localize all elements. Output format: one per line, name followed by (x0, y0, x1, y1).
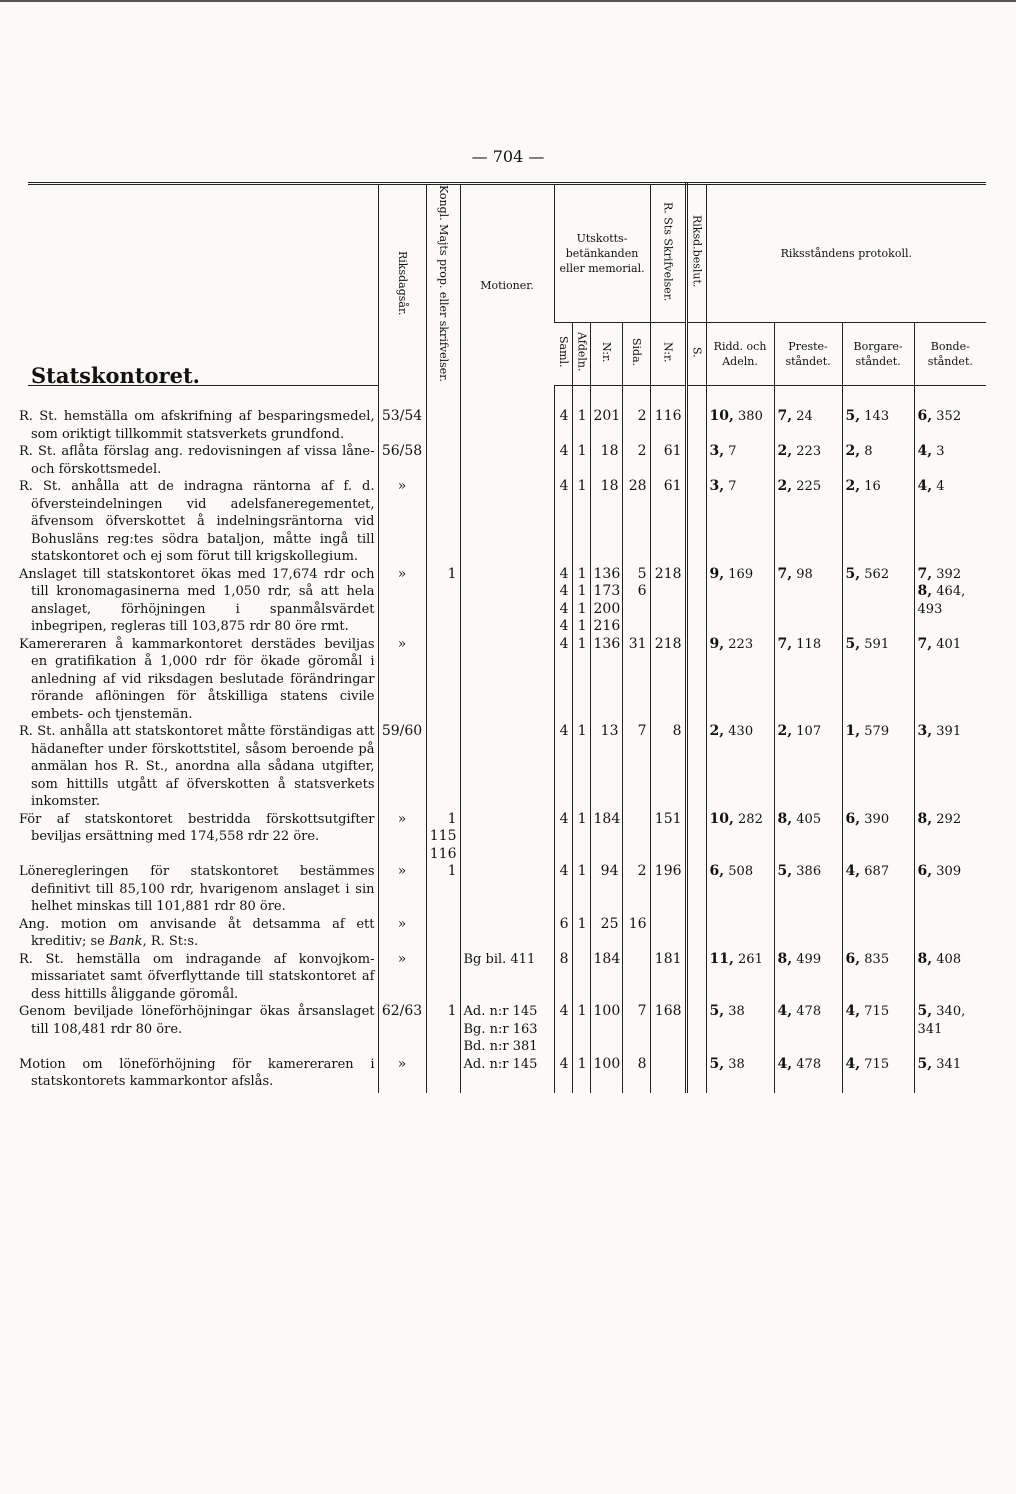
entry-motion (460, 723, 554, 811)
entry-nr: 18 (590, 478, 622, 566)
header-beslut-s: S. (686, 323, 706, 386)
entry-bonde: 8, 408 (914, 951, 986, 1004)
entry-saml: 4 (554, 723, 572, 811)
entry-skrifvelse (650, 1056, 686, 1093)
entry-prop (426, 386, 460, 444)
entry-borgare: 2, 16 (842, 478, 914, 566)
entry-saml: 6 (554, 916, 572, 951)
entry-year: » (378, 636, 426, 724)
entry-prop (426, 1056, 460, 1093)
entry-sida: 16 (622, 916, 650, 951)
entry-borgare (842, 916, 914, 951)
entry-year: 56/58 (378, 443, 426, 478)
entry-beslut-s (686, 636, 706, 724)
entry-motion (460, 566, 554, 636)
entry-year: » (378, 863, 426, 916)
entry-text: R. St. anhålla att de indragna räntorna af f. d. öfversteindelningen vid adelsfaneregementet, äfvensom öfverskottet å indelningsräntorna vid Bohusläns reg:tes södra bataljon, måtte ingå till statskontoret och ej som förut till krigskollegium. (19, 479, 375, 565)
entry-year: » (378, 811, 426, 864)
entry-borgare: 6, 390 (842, 811, 914, 864)
entry-text: R. St. anhålla att statskontoret måtte förständigas att hädanefter under förskottstitel, såsom beroende på anmälan hos R. St., anordna alla sådana utgifter, som hittills utgått af öfverskotten å statsverkets inkomster. (19, 724, 375, 810)
entry-saml: 4 4 4 4 (554, 566, 572, 636)
entry-skrifvelse: 8 (650, 723, 686, 811)
entry-sida (622, 951, 650, 1004)
entry-text: R. St. hemställa om afskrifning af besparingsmedel, som oriktigt tillkommit statsverkets grundfond. (19, 409, 375, 442)
entry-saml: 4 (554, 1003, 572, 1056)
entry-beslut-s (686, 951, 706, 1004)
entry-saml: 4 (554, 1056, 572, 1093)
header-sida: Sida. (622, 323, 650, 386)
entry-text: Löneregleringen för statskontoret bestämmes definitivt till 85,100 rdr, hvarigenom anslaget i sin helhet minskas till 101,881 rdr 80 öre. (19, 864, 375, 915)
entry-afdeln: 1 (572, 863, 590, 916)
entry-ridd (706, 916, 774, 951)
entry-preste: 4, 478 (774, 1003, 842, 1056)
entry-ridd: 10, 282 (706, 811, 774, 864)
entry-prop (426, 723, 460, 811)
entry-afdeln: 1 (572, 636, 590, 724)
entry-motion (460, 478, 554, 566)
entry-nr: 94 (590, 863, 622, 916)
entry-saml: 4 (554, 863, 572, 916)
entry-motion: Bg bil. 411 (460, 951, 554, 1004)
entry-bonde: 6, 309 (914, 863, 986, 916)
entry-afdeln: 1 (572, 443, 590, 478)
entry-bonde: 7, 401 (914, 636, 986, 724)
entry-nr: 184 (590, 951, 622, 1004)
entry-ridd: 3, 7 (706, 478, 774, 566)
entry-saml: 4 (554, 443, 572, 478)
entry-beslut-s (686, 386, 706, 444)
entry-nr: 100 (590, 1056, 622, 1093)
entry-text: Genom beviljade löneförhöjningar ökas årsanslaget till 108,481 rdr 80 öre. (19, 1004, 375, 1037)
header-bonde: Bonde- ståndet. (914, 323, 986, 386)
entry-motion: Ad. n:r 145 (460, 1056, 554, 1093)
entry-beslut-s (686, 1056, 706, 1093)
table-row (28, 1003, 986, 1056)
table-row (28, 443, 986, 478)
entry-bonde: 6, 352 (914, 386, 986, 444)
header-rsts-nr: N:r. (650, 323, 686, 386)
entry-borgare: 1, 579 (842, 723, 914, 811)
table-row (28, 386, 986, 444)
entry-preste: 2, 225 (774, 478, 842, 566)
entry-text: Kamereraren å kammarkontoret derstädes beviljas en gratifikation å 1,000 rdr för ökade göromål i anledning af vid riksdagen beslutade förändringar rörande aflöningen för åtskilliga statens civile embets- och tjenstemän. (19, 636, 375, 722)
table-row (28, 863, 986, 916)
entry-prop: 1 (426, 1003, 460, 1056)
entry-preste: 8, 405 (774, 811, 842, 864)
header-preste: Preste- ståndet. (774, 323, 842, 386)
entry-saml: 4 (554, 636, 572, 724)
entry-bonde: 3, 391 (914, 723, 986, 811)
entry-prop (426, 916, 460, 951)
entry-year: » (378, 478, 426, 566)
entry-afdeln: 1 (572, 1003, 590, 1056)
entry-bonde: 4, 3 (914, 443, 986, 478)
entry-preste: 7, 118 (774, 636, 842, 724)
table-row (28, 566, 986, 636)
entry-saml: 4 (554, 811, 572, 864)
entry-skrifvelse: 218 (650, 636, 686, 724)
header-utskotts: Utskotts- betänkanden eller memorial. (554, 184, 650, 323)
entry-nr: 201 (590, 386, 622, 444)
entry-text: Motion om löneförhöjning för kamereraren i statskontorets kammarkontor afslås. (19, 1056, 375, 1090)
entry-nr: 136 (590, 636, 622, 724)
entry-ridd: 6, 508 (706, 863, 774, 916)
entry-sida: 2 (622, 386, 650, 444)
entry-borgare: 5, 562 (842, 566, 914, 636)
table-row (28, 1056, 986, 1093)
entry-ridd: 10, 380 (706, 386, 774, 444)
table-row (28, 636, 986, 724)
entry-motion (460, 916, 554, 951)
header-ridd: Ridd. och Adeln. (706, 323, 774, 386)
entry-text: R. St. aflåta förslag ang. redovisningen af vissa låne- och förskottsmedel. (19, 444, 375, 477)
header-rsts-skrifvelser: R. Sts Skrifvelser. (650, 184, 686, 323)
entry-ridd: 5, 38 (706, 1003, 774, 1056)
entry-beslut-s (686, 811, 706, 864)
entry-nr: 25 (590, 916, 622, 951)
header-borgare: Borgare- ståndet. (842, 323, 914, 386)
entry-sida: 5 6 (622, 566, 650, 636)
entry-bonde: 7, 392 8, 464, 493 (914, 566, 986, 636)
entry-prop (426, 951, 460, 1004)
entry-sida: 28 (622, 478, 650, 566)
entry-motion: Ad. n:r 145 Bg. n:r 163 Bd. n:r 381 (460, 1003, 554, 1056)
entry-ridd: 2, 430 (706, 723, 774, 811)
entry-borgare: 2, 8 (842, 443, 914, 478)
table-row (28, 723, 986, 811)
entry-preste: 2, 107 (774, 723, 842, 811)
entry-text: Anslaget till statskontoret ökas med 17,674 rdr och till kronomagasinerna med 1,050 rdr, så att hela anslaget, förhöjningen i spanmålsvärdet inbegripen, regleras till 103,875 rdr 80 öre rmt. (19, 566, 375, 635)
entry-nr: 13 (590, 723, 622, 811)
entry-borgare: 4, 687 (842, 863, 914, 916)
entry-beslut-s (686, 443, 706, 478)
section-title: Statskontoret. (28, 184, 378, 386)
entry-motion (460, 636, 554, 724)
header-saml: Saml. (554, 323, 572, 386)
entry-ridd: 11, 261 (706, 951, 774, 1004)
entry-afdeln: 1 (572, 386, 590, 444)
entry-bonde: 5, 340, 341 (914, 1003, 986, 1056)
entry-sida: 2 (622, 863, 650, 916)
entry-beslut-s (686, 566, 706, 636)
entry-prop: 1 115 116 (426, 811, 460, 864)
entry-sida: 8 (622, 1056, 650, 1093)
header-kongl-prop: Kongl. Majts prop. eller skrifvelser. (426, 184, 460, 386)
entry-skrifvelse: 181 (650, 951, 686, 1004)
entry-afdeln: 1 (572, 723, 590, 811)
entry-motion (460, 811, 554, 864)
entry-borgare: 5, 143 (842, 386, 914, 444)
entry-afdeln: 1 (572, 1056, 590, 1093)
entry-beslut-s (686, 916, 706, 951)
entry-skrifvelse: 218 (650, 566, 686, 636)
entry-afdeln: 1 1 1 1 (572, 566, 590, 636)
entry-skrifvelse: 116 (650, 386, 686, 444)
entry-prop: 1 (426, 566, 460, 636)
entry-skrifvelse (650, 916, 686, 951)
entry-beslut-s (686, 478, 706, 566)
entry-nr: 18 (590, 443, 622, 478)
entry-saml: 4 (554, 478, 572, 566)
entry-ridd: 9, 223 (706, 636, 774, 724)
header-riksdagsar: Riksdagsår. (378, 184, 426, 386)
entry-preste: 2, 223 (774, 443, 842, 478)
entry-text: Ang. motion om anvisande åt detsamma af ett kreditiv; se Bank, R. St:s. (19, 916, 375, 950)
entry-saml: 4 (554, 386, 572, 444)
header-protokoll: Riksståndens protokoll. (706, 184, 986, 323)
entry-bonde (914, 916, 986, 951)
entry-ridd: 5, 38 (706, 1056, 774, 1093)
entry-beslut-s (686, 1003, 706, 1056)
entry-text: R. St. hemställa om indragande af konvojkommissariatet samt öfverflyttande till statskontoret af dess hittills åliggande göromål. (19, 951, 375, 1002)
entry-preste: 4, 478 (774, 1056, 842, 1093)
entry-preste: 8, 499 (774, 951, 842, 1004)
table-row (28, 916, 986, 951)
entry-ridd: 3, 7 (706, 443, 774, 478)
entry-prop (426, 478, 460, 566)
header-nr: N:r. (590, 323, 622, 386)
entry-motion (460, 443, 554, 478)
entry-preste: 7, 24 (774, 386, 842, 444)
entry-borgare: 4, 715 (842, 1056, 914, 1093)
header-motioner: Motioner. (460, 184, 554, 386)
entry-borgare: 4, 715 (842, 1003, 914, 1056)
entry-skrifvelse: 151 (650, 811, 686, 864)
entry-preste (774, 916, 842, 951)
entry-prop (426, 443, 460, 478)
entry-skrifvelse: 196 (650, 863, 686, 916)
header-riksdbeslut: Riksd.beslut. (686, 184, 706, 323)
entry-sida (622, 811, 650, 864)
entry-text: För af statskontoret bestridda förskottsutgifter beviljas ersättning med 174,558 rdr 22 öre. (19, 811, 375, 845)
header-afdeln: Afdeln. (572, 323, 590, 386)
table-row (28, 811, 986, 864)
entry-sida: 31 (622, 636, 650, 724)
entry-afdeln: 1 (572, 916, 590, 951)
entry-year: 59/60 (378, 723, 426, 811)
entry-afdeln (572, 951, 590, 1004)
entry-skrifvelse: 61 (650, 478, 686, 566)
register-table (19, 182, 986, 1093)
entry-afdeln: 1 (572, 811, 590, 864)
entry-preste: 5, 386 (774, 863, 842, 916)
entry-year: » (378, 951, 426, 1004)
entry-motion (460, 386, 554, 444)
top-rule (0, 0, 1016, 2)
entry-year: 62/63 (378, 1003, 426, 1056)
entry-year: » (378, 916, 426, 951)
entry-beslut-s (686, 863, 706, 916)
entry-ridd: 9, 169 (706, 566, 774, 636)
entry-beslut-s (686, 723, 706, 811)
entry-borgare: 6, 835 (842, 951, 914, 1004)
entry-year: » (378, 1056, 426, 1093)
entry-borgare: 5, 591 (842, 636, 914, 724)
entry-year: » (378, 566, 426, 636)
entry-sida: 2 (622, 443, 650, 478)
entry-bonde: 8, 292 (914, 811, 986, 864)
entry-skrifvelse: 168 (650, 1003, 686, 1056)
entry-bonde: 4, 4 (914, 478, 986, 566)
entry-bonde: 5, 341 (914, 1056, 986, 1093)
entry-preste: 7, 98 (774, 566, 842, 636)
entry-sida: 7 (622, 723, 650, 811)
page-number: — 704 — (471, 147, 545, 166)
table-row (28, 478, 986, 566)
entry-afdeln: 1 (572, 478, 590, 566)
entry-saml: 8 (554, 951, 572, 1004)
entry-year: 53/54 (378, 386, 426, 444)
entry-prop: 1 (426, 863, 460, 916)
entry-nr: 100 (590, 1003, 622, 1056)
entry-nr: 184 (590, 811, 622, 864)
entry-nr: 136 173 200 216 (590, 566, 622, 636)
entry-motion (460, 863, 554, 916)
entry-skrifvelse: 61 (650, 443, 686, 478)
entry-sida: 7 (622, 1003, 650, 1056)
table-row (28, 951, 986, 1004)
entry-prop (426, 636, 460, 724)
